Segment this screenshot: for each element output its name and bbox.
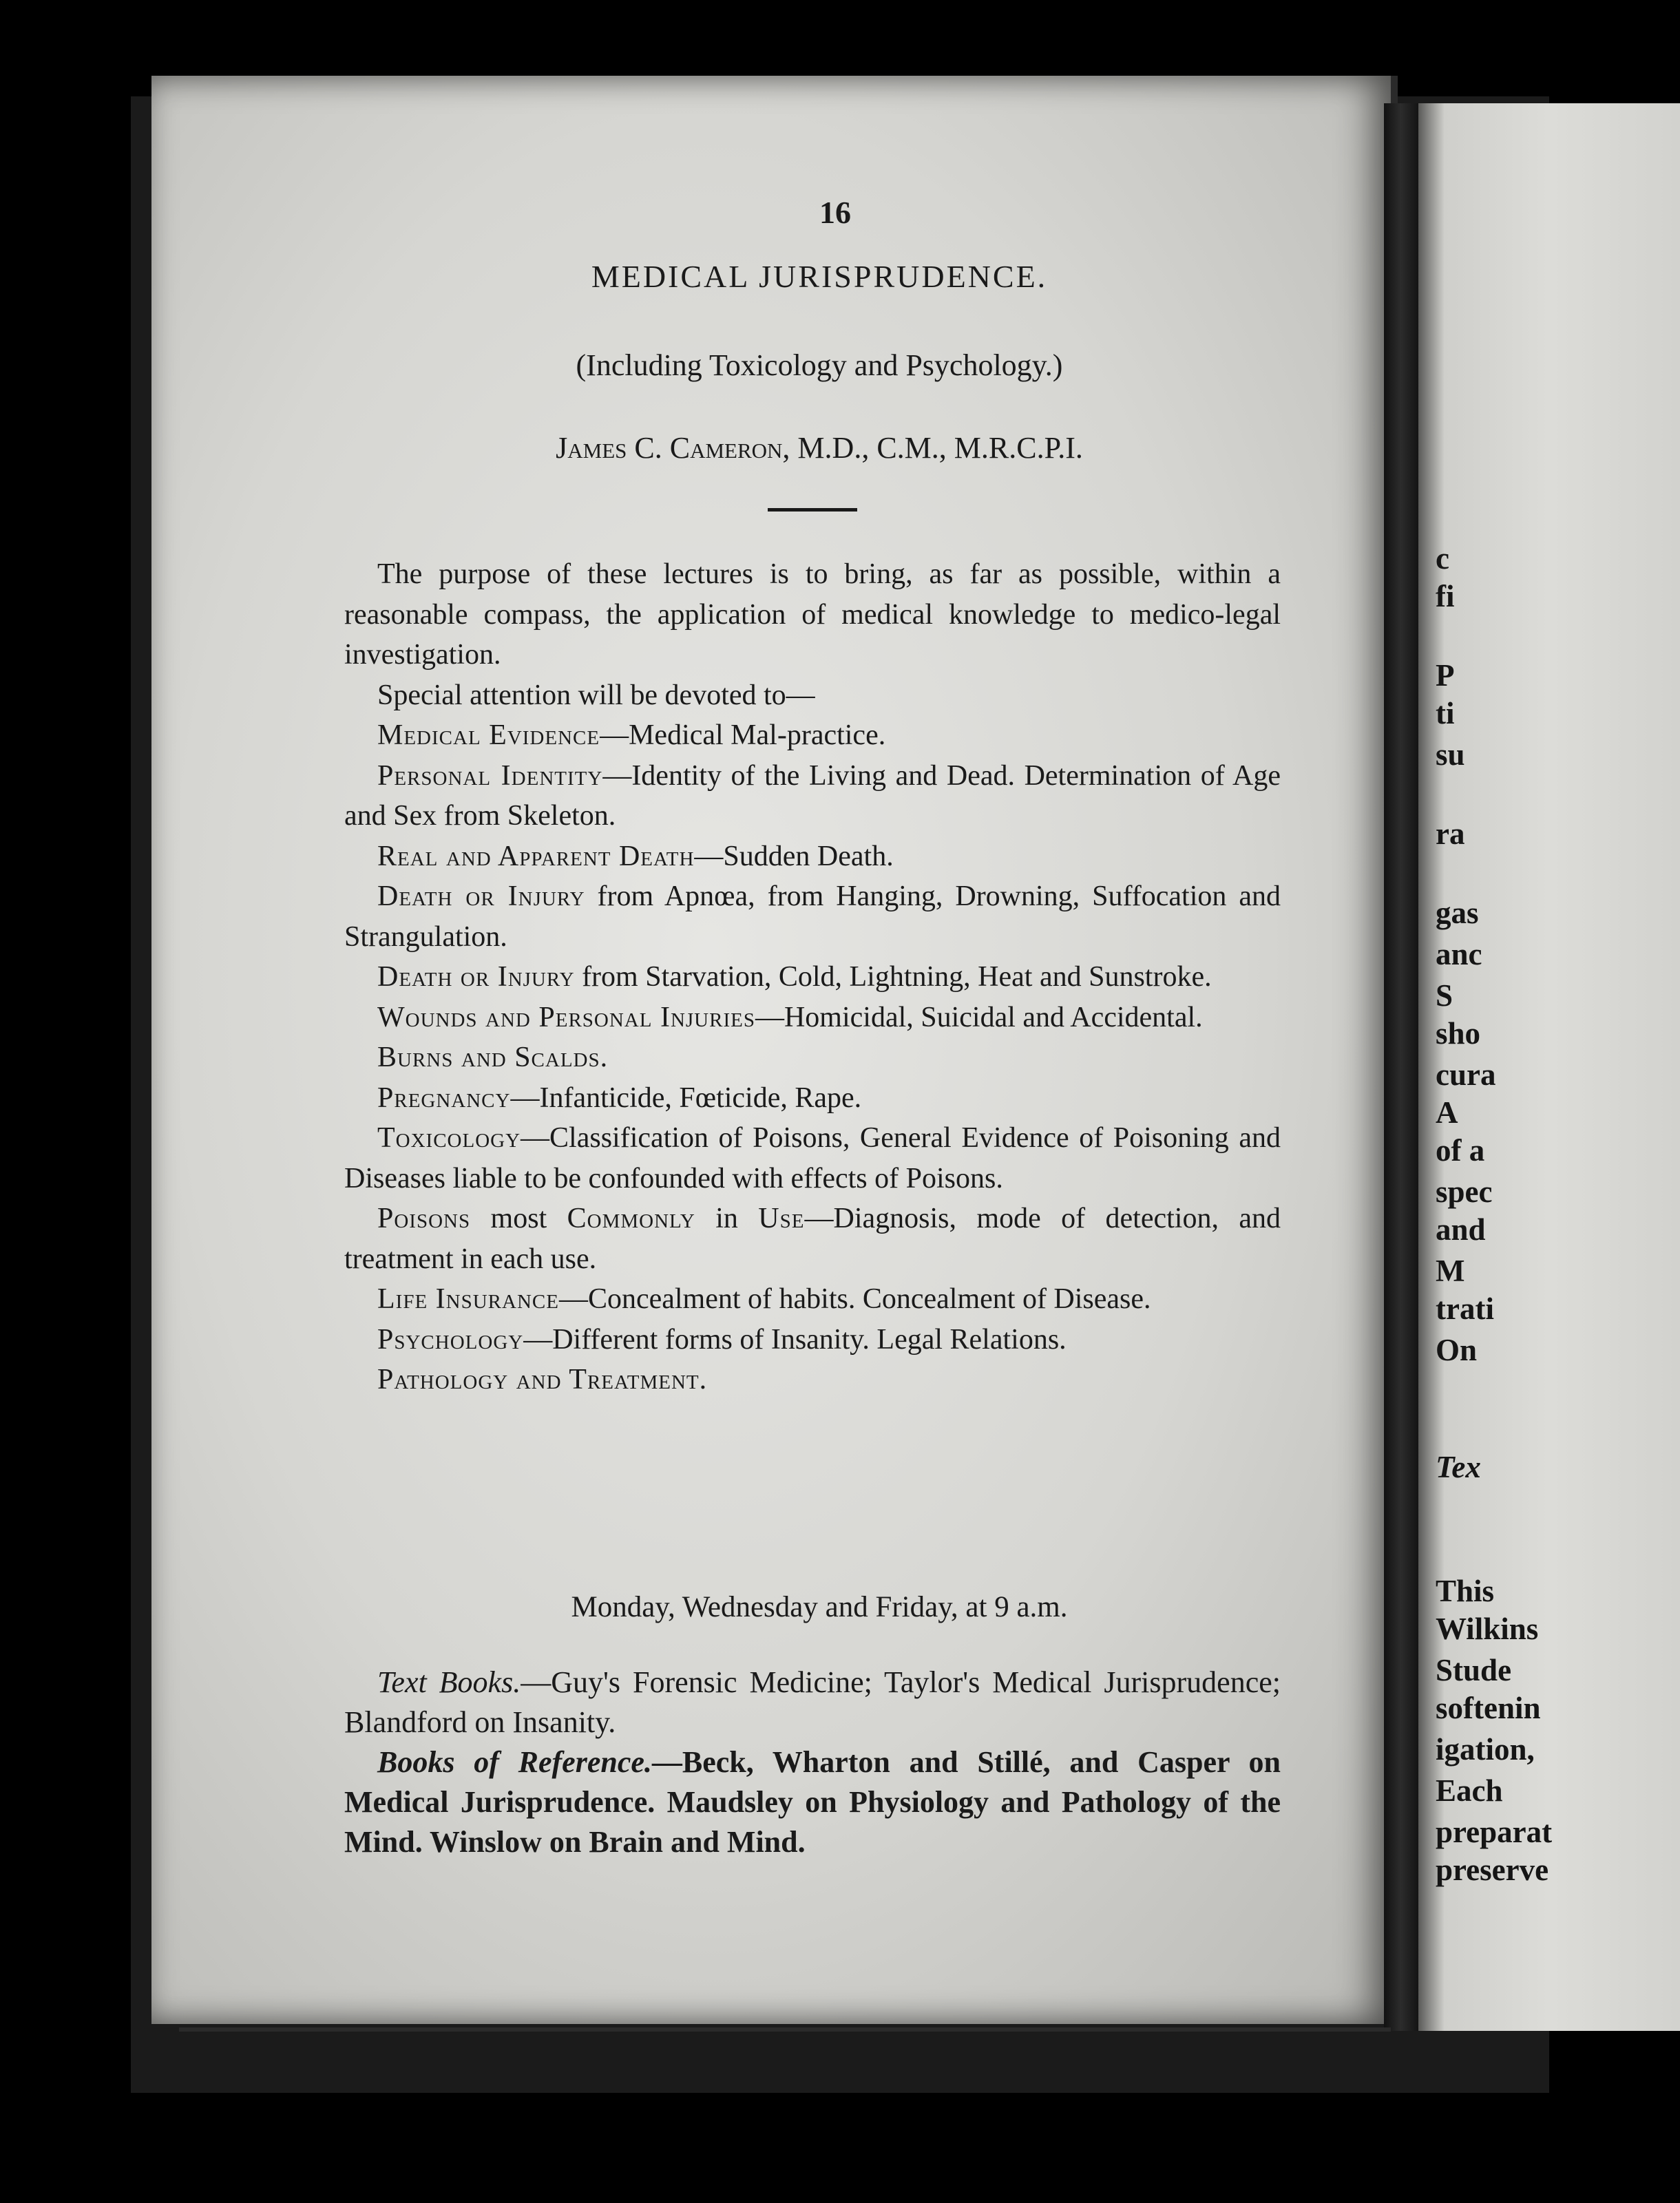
fragment: P xyxy=(1436,658,1455,693)
fragment: su xyxy=(1436,737,1465,772)
reference-books-label: Books of Reference. xyxy=(377,1745,652,1779)
fragment: igation, xyxy=(1436,1732,1535,1767)
page-bottom-edge xyxy=(179,2027,1391,2032)
topic-text: —Identity of the Living and Dead. Determination of Age and Sex from Skeleton. xyxy=(344,759,1281,832)
text-books-text: —Guy's Forensic Medicine; Taylor's Medical Jurisprudence; Blandford on Insanity. xyxy=(344,1665,1281,1739)
paragraph xyxy=(344,675,1281,716)
paragraph-text: Special attention will be devoted to— xyxy=(377,679,815,711)
topic-heading: Commonly xyxy=(567,1203,695,1234)
paragraph xyxy=(344,1360,1281,1400)
page-subtitle: (Including Toxicology and Psychology.) xyxy=(576,348,1063,382)
paragraph-text: The purpose of these lectures is to bring, as far as possible, within a reasonable compass, the application of medical knowledge to medico-legal investigation. xyxy=(344,558,1281,671)
lecture-schedule: Monday, Wednesday and Friday, at 9 a.m. xyxy=(571,1591,1068,1623)
divider-rule xyxy=(768,508,857,512)
paragraph xyxy=(344,756,1281,836)
topic-heading: Death or Injury xyxy=(377,961,575,993)
reference-books xyxy=(344,1742,1281,1862)
paragraph xyxy=(344,836,1281,877)
topic-text: —Diagnosis, mode of detection, and treatment in each use. xyxy=(344,1203,1281,1275)
syllabus-body xyxy=(344,554,1281,1400)
fragment: This xyxy=(1436,1574,1495,1608)
topic-heading: Medical Evidence xyxy=(377,719,600,751)
fragment: Each xyxy=(1436,1773,1503,1808)
paragraph xyxy=(344,1320,1281,1360)
fragment: fi xyxy=(1436,579,1455,613)
paragraph xyxy=(344,1118,1281,1199)
fragment: spec xyxy=(1436,1174,1493,1209)
fragment: S xyxy=(1436,978,1453,1013)
topic-text: from Starvation, Cold, Lightning, Heat and Sunstroke. xyxy=(574,961,1212,993)
topic-heading: Burns and Scalds. xyxy=(377,1042,609,1073)
author-line: James C. Cameron, M.D., C.M., M.R.C.P.I. xyxy=(556,431,1083,465)
topic-heading: Death or Injury xyxy=(377,881,585,912)
fragment: and xyxy=(1436,1212,1486,1247)
fragment: Stude xyxy=(1436,1653,1512,1687)
topic-heading: Psychology xyxy=(377,1323,524,1356)
fragment: A xyxy=(1436,1095,1458,1130)
fragment: of a xyxy=(1436,1133,1485,1168)
fragment: preserve xyxy=(1436,1853,1549,1887)
paragraph xyxy=(344,1078,1281,1119)
topic-heading: Use xyxy=(758,1203,805,1234)
topic-text: —Sudden Death. xyxy=(694,840,894,872)
fragment: Tex xyxy=(1436,1450,1481,1484)
reference-books-text: —Beck, Wharton and Stillé, and Casper on Medical Jurisprudence. Maudsley on Physiology and Pathology of the Mind. Winslow on Brain and Mind. xyxy=(344,1745,1281,1859)
topic-heading: Poisons xyxy=(377,1203,471,1234)
fragment: gas xyxy=(1436,896,1479,930)
topic-text: most xyxy=(470,1203,567,1234)
topic-text: —Infanticide, Fœticide, Rape. xyxy=(510,1082,862,1114)
fragment: sho xyxy=(1436,1016,1481,1051)
topic-text: from Apnœa, from Hanging, Drowning, Suffocation and Strangulation. xyxy=(344,881,1281,953)
paragraph xyxy=(344,554,1281,675)
topic-heading: Real and Apparent Death xyxy=(377,840,695,872)
fragment: ti xyxy=(1436,696,1455,730)
book-list xyxy=(344,1663,1281,1862)
fragment: M xyxy=(1436,1254,1465,1288)
paragraph xyxy=(344,876,1281,957)
fragment: Wilkins xyxy=(1436,1612,1539,1646)
fragment: cura xyxy=(1436,1057,1496,1092)
fragment: On xyxy=(1436,1333,1478,1367)
paragraph xyxy=(344,1279,1281,1320)
paragraph xyxy=(344,957,1281,998)
fragment: ra xyxy=(1436,816,1465,851)
fragment: preparat xyxy=(1436,1815,1553,1849)
topic-text: —Classification of Poisons, General Evidence of Poisoning and Diseases liable to be confounded with effects of Poisons. xyxy=(344,1122,1281,1194)
topic-heading: Wounds and Personal Injuries xyxy=(377,1001,755,1033)
right-page-text-fragments xyxy=(1436,0,1680,2203)
topic-text: —Concealment of habits. Concealment of Disease. xyxy=(558,1283,1151,1315)
topic-heading: Toxicology xyxy=(377,1122,521,1154)
paragraph xyxy=(344,1037,1281,1078)
text-books-label: Text Books. xyxy=(377,1665,521,1699)
fragment: c xyxy=(1436,541,1449,576)
topic-heading: Pregnancy xyxy=(377,1082,511,1114)
topic-text: —Medical Mal-practice. xyxy=(600,719,886,751)
fragment: anc xyxy=(1436,937,1482,971)
text-books xyxy=(344,1663,1281,1742)
topic-heading: Personal Identity xyxy=(377,759,603,792)
topic-text: in xyxy=(695,1203,759,1234)
page-title: MEDICAL JURISPRUDENCE. xyxy=(591,259,1048,294)
paragraph xyxy=(344,1199,1281,1279)
fragment: trati xyxy=(1436,1292,1494,1326)
paragraph xyxy=(344,998,1281,1038)
fragment: softenin xyxy=(1436,1691,1541,1725)
topic-heading: Life Insurance xyxy=(377,1283,559,1315)
topic-text: —Homicidal, Suicidal and Accidental. xyxy=(755,1001,1203,1033)
topic-text: —Different forms of Insanity. Legal Relations. xyxy=(523,1323,1067,1356)
paragraph xyxy=(344,715,1281,756)
topic-heading: Pathology and Treatment. xyxy=(377,1364,708,1395)
page-number: 16 xyxy=(819,195,851,230)
